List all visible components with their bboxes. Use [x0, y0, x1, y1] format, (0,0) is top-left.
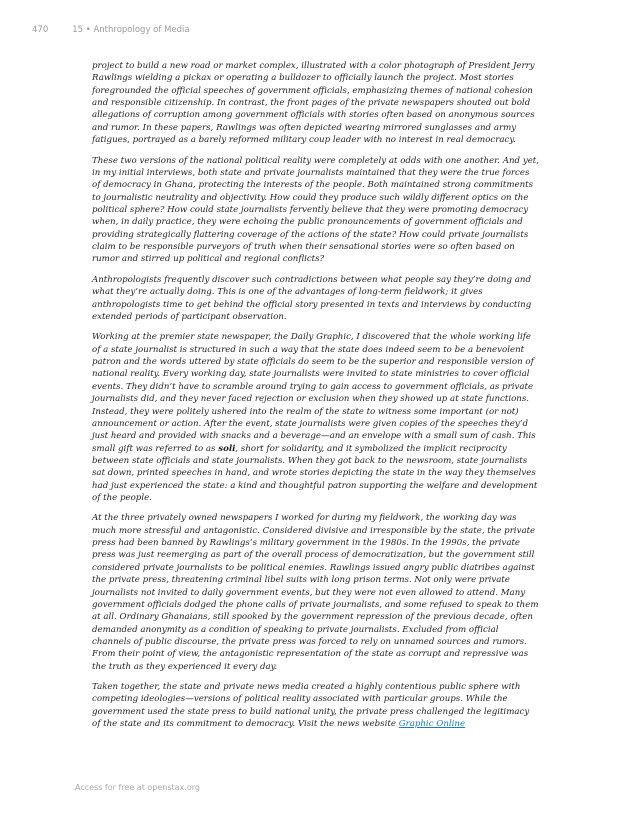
- paragraph-4-text-after: , short for solidarity, and it symbolized the implicit reciprocity between state officials and state journalists. When they got back to the newsroom, state journalists sat down, printed speeches in hand, and wrote stories depicting the state in the way they themselves had just experienced the state: a kind and thoughtful patron supporting the welfare and development of the people.: [92, 443, 538, 503]
- paragraph-3: Anthropologists frequently discover such contradictions between what people say they’re doing and what they’re actually doing. This is one of the advantages of long-term fieldwork; it gives anthropologists time to get behind the official story presented in texts and interviews by conducting extended periods of participant observation.: [92, 274, 532, 322]
- page-header: [32, 25, 190, 35]
- paragraph-1: project to build a new road or market complex, illustrated with a color photograph of President Jerry Rawlings wielding a pickax or operating a bulldozer to officially launch the project. Most stories foregrounded the official speeches of government officials, emphasizing themes of national cohesion and responsible citizenship. In contrast, the front pages of the private newspapers shouted out bold allegations of corruption among government officials with stories often based on anonymous sources and rumor. In these papers, Rawlings was often depicted wearing mirrored sunglasses and army fatigues, portrayed as a barely reformed military coup leader with no interest in real democracy.: [92, 61, 535, 146]
- paragraph-2: These two versions of the national political reality were completely at odds with one another. And yet, in my initial interviews, both state and private journalists maintained that they were the true forces of democracy in Ghana, protecting the interests of the people. Both maintained strong commitments to journalistic neutrality and objectivity. How could they produce such wildly different optics on the political sphere? How could state journalists fervently believe that they were promoting democracy when, in daily practice, they were echoing the public pronouncements of government officials and providing strategically flattering coverage of the actions of the state? How could private journalists claim to be responsible purveyors of truth when their sensational stories were so often based on rumor and stirred up political and regional conflicts?: [92, 155, 540, 265]
- paragraph-6: [92, 681, 539, 730]
- paragraph-6-text: Taken together, the state and private news media created a highly contentious public sphere with competing ideologies—versions of political reality associated with particular groups. While the government used the state press to build national unity, the private press challenged the legitimacy of the state and its commitment to democracy. Visit the news website: [92, 682, 530, 730]
- paragraph-4-text-before: Working at the premier state newspaper, the Daily Graphic, I discovered that the whole working life of a state journalist is structured in such a way that the state does indeed seem to be a benevolent patron and the words uttered by state officials do seem to be the superior and responsible version of national reality. Every working day, state journalists were invited to state ministries to cover official events. They didn’t have to scramble around trying to gain access to government officials, as private journalists did, and they never faced rejection or exclusion when they showed up at state functions. Instead, they were politely ushered into the realm of the state to witness some important (or not) announcement or action. After the event, state journalists were given copies of the speeches they’d just heard and provided with snacks and a beverage—and an envelope with a small sum of cash. This small gift was referred to as: [92, 332, 536, 454]
- page-number: 470: [32, 25, 49, 35]
- soli-term: soli: [218, 443, 236, 454]
- chapter-title: 15 • Anthropology of Media: [72, 25, 190, 35]
- body-text: [92, 60, 539, 739]
- paragraph-5: At the three privately owned newspapers I worked for during my fieldwork, the working day was much more stressful and antagonistic. Considered divisive and irresponsible by the state, the private press had been banned by Rawlings’s military government in the 1980s. In the 1990s, the private press was just reemerging as part of the overall process of democratization, but the government still considered private journalists to be political enemies. Rawlings issued angry public diatribes against the private press, threatening criminal libel suits with long prison terms. Not only were private journalists not invited to daily government events, but they were not even allowed to attend. Many government officials dodged the phone calls of private journalists, and some refused to speak to them at all. Ordinary Ghanaians, still spooked by the government repression of the previous decade, often demanded anonymity as a condition of speaking to private journalists. Excluded from official channels of public discourse, the private press was forced to rely on unnamed sources and rumors. From their point of view, the antagonistic representation of the state as corrupt and repressive was the truth as they experienced it every day.: [92, 513, 539, 672]
- footer-access-note: Access for free at openstax.org: [75, 783, 200, 792]
- paragraph-4: [92, 331, 539, 504]
- graphic-online-link[interactable]: Graphic Online: [398, 719, 466, 730]
